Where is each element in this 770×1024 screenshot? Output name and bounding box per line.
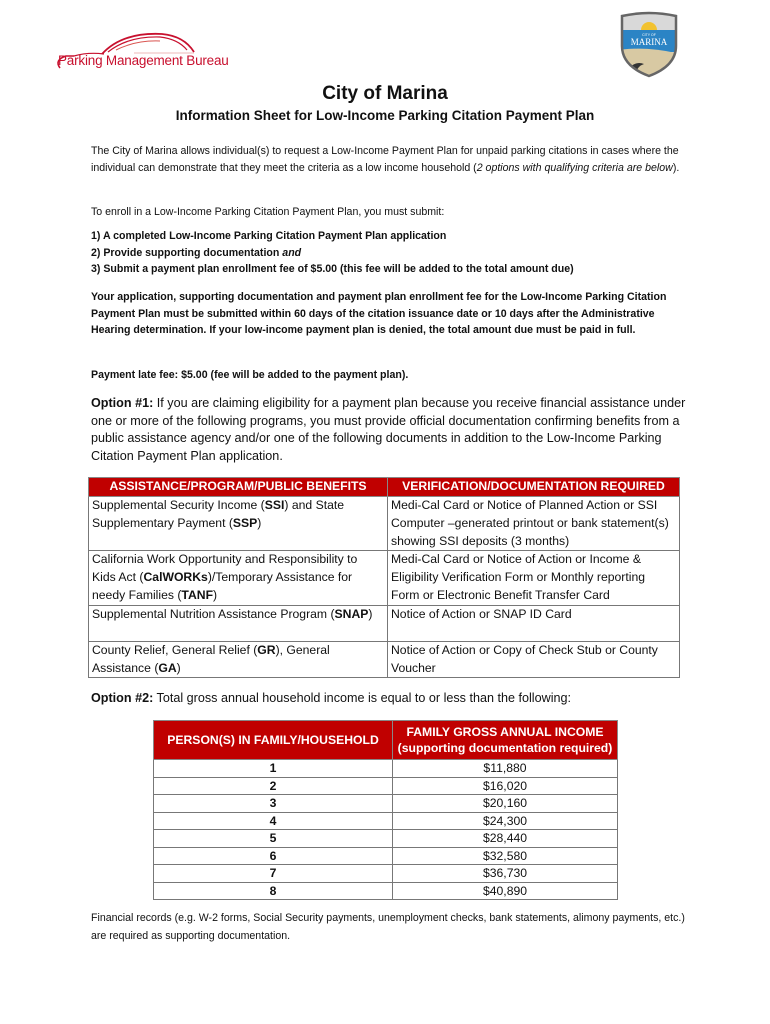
shield-icon <box>618 10 680 78</box>
table-row <box>89 605 680 641</box>
program-cell: California Work Opportunity and Responsibility to Kids Act (CalWORKs)/Temporary Assistance for needy Families (TANF) <box>89 551 388 605</box>
enroll-instructions: To enroll in a Low-Income Parking Citation Payment Plan, you must submit: <box>91 206 445 218</box>
table-row <box>89 551 680 605</box>
documentation-cell: Medi-Cal Card or Notice of Action or Income & Eligibility Verification Form or Monthly reporting Form or Electronic Benefit Transfer Card <box>388 551 680 605</box>
requirement-item: 1) A completed Low-Income Parking Citation Payment Plan application <box>91 230 447 242</box>
income-limit-cell: $20,160 <box>393 795 618 813</box>
documentation-cell: Medi-Cal Card or Notice of Planned Action or SSI Computer –generated printout or bank statement(s) showing SSI deposits (3 months) <box>388 497 680 551</box>
program-cell: Supplemental Security Income (SSI) and State Supplementary Payment (SSP) <box>89 497 388 551</box>
parking-management-bureau-logo <box>44 26 244 72</box>
option-2-label: Option #2: <box>91 691 154 705</box>
household-size-cell: 1 <box>154 760 393 778</box>
submission-deadline-paragraph: Your application, supporting documentation and payment plan enrollment fee for the Low-Income Parking Citation Payment Plan must be submitted within 60 days of the citation issuance date or 10 days after the Administrative Hearing determination. If your low-income payment plan is denied, the total amount due must be paid in full. <box>91 291 667 336</box>
income-limit-cell: $11,880 <box>393 760 618 778</box>
option-2-paragraph: Option #2: Total gross annual household income is equal to or less than the following: <box>91 691 572 705</box>
documentation-cell: Notice of Action or Copy of Check Stub or County Voucher <box>388 641 680 678</box>
documentation-cell: Notice of Action or SNAP ID Card <box>388 605 680 641</box>
requirement-item: 2) Provide supporting documentation and <box>91 246 302 259</box>
household-size-cell: 6 <box>154 847 393 865</box>
household-size-cell: 7 <box>154 865 393 883</box>
table-row <box>154 777 618 795</box>
household-size-cell: 3 <box>154 795 393 813</box>
column-header-documentation: VERIFICATION/DOCUMENTATION REQUIRED <box>388 478 680 497</box>
city-of-marina-shield-logo <box>618 10 680 78</box>
income-limit-cell: $40,890 <box>393 882 618 900</box>
requirement-item: 3) Submit a payment plan enrollment fee of $5.00 (this fee will be added to the total amount due) <box>91 263 574 275</box>
intro-paragraph: The City of Marina allows individual(s) to request a Low-Income Payment Plan for unpaid parking citations in cases where the individual can demonstrate that they meet the criteria as a low income household (2 options with qualifying criteria are below). <box>91 145 680 174</box>
late-fee-note: Payment late fee: $5.00 (fee will be added to the payment plan). <box>91 369 409 381</box>
svg-text:CITY OF: CITY OF <box>642 33 656 37</box>
table-row <box>154 795 618 813</box>
table-row <box>154 865 618 883</box>
table-row <box>89 497 680 551</box>
income-limit-cell: $28,440 <box>393 830 618 848</box>
table-row <box>154 812 618 830</box>
requirements-list <box>91 228 691 278</box>
program-cell: Supplemental Nutrition Assistance Program (SNAP) <box>89 605 388 641</box>
logo-text: Parking Management Bureau <box>58 53 229 68</box>
table-header-row <box>89 478 680 497</box>
table-row <box>154 830 618 848</box>
supporting-documentation-footnote: Financial records (e.g. W-2 forms, Social Security payments, unemployment checks, bank statements, alimony payments, etc.) are required as supporting documentation. <box>91 912 685 942</box>
column-header-programs: ASSISTANCE/PROGRAM/PUBLIC BENEFITS <box>89 478 388 497</box>
income-limit-cell: $36,730 <box>393 865 618 883</box>
income-limits-table <box>153 720 618 900</box>
column-header-annual-income: FAMILY GROSS ANNUAL INCOME (supporting documentation required) <box>393 721 618 760</box>
household-size-cell: 5 <box>154 830 393 848</box>
column-header-household-size: PERSON(S) IN FAMILY/HOUSEHOLD <box>154 721 393 760</box>
svg-text:MARINA: MARINA <box>630 37 668 47</box>
income-limit-cell: $24,300 <box>393 812 618 830</box>
assistance-programs-table <box>88 477 680 678</box>
option-1-label: Option #1: <box>91 396 154 410</box>
program-cell: County Relief, General Relief (GR), General Assistance (GA) <box>89 641 388 678</box>
table-row <box>154 760 618 778</box>
income-limit-cell: $32,580 <box>393 847 618 865</box>
household-size-cell: 8 <box>154 882 393 900</box>
household-size-cell: 2 <box>154 777 393 795</box>
household-size-cell: 4 <box>154 812 393 830</box>
page-title: City of Marina <box>322 83 448 104</box>
table-header-row <box>154 721 618 760</box>
table-row <box>154 847 618 865</box>
table-row <box>89 641 680 678</box>
page-subtitle: Information Sheet for Low-Income Parking Citation Payment Plan <box>175 108 595 123</box>
income-limit-cell: $16,020 <box>393 777 618 795</box>
option-1-paragraph: Option #1: If you are claiming eligibility for a payment plan because you receive financial assistance under one or more of the following programs, you must provide official documentation confirming benefits from a public assistance agency and/or one of the following documents in addition to the Low-Income Parking Citation Payment Plan application. <box>91 396 686 463</box>
table-row <box>154 882 618 900</box>
